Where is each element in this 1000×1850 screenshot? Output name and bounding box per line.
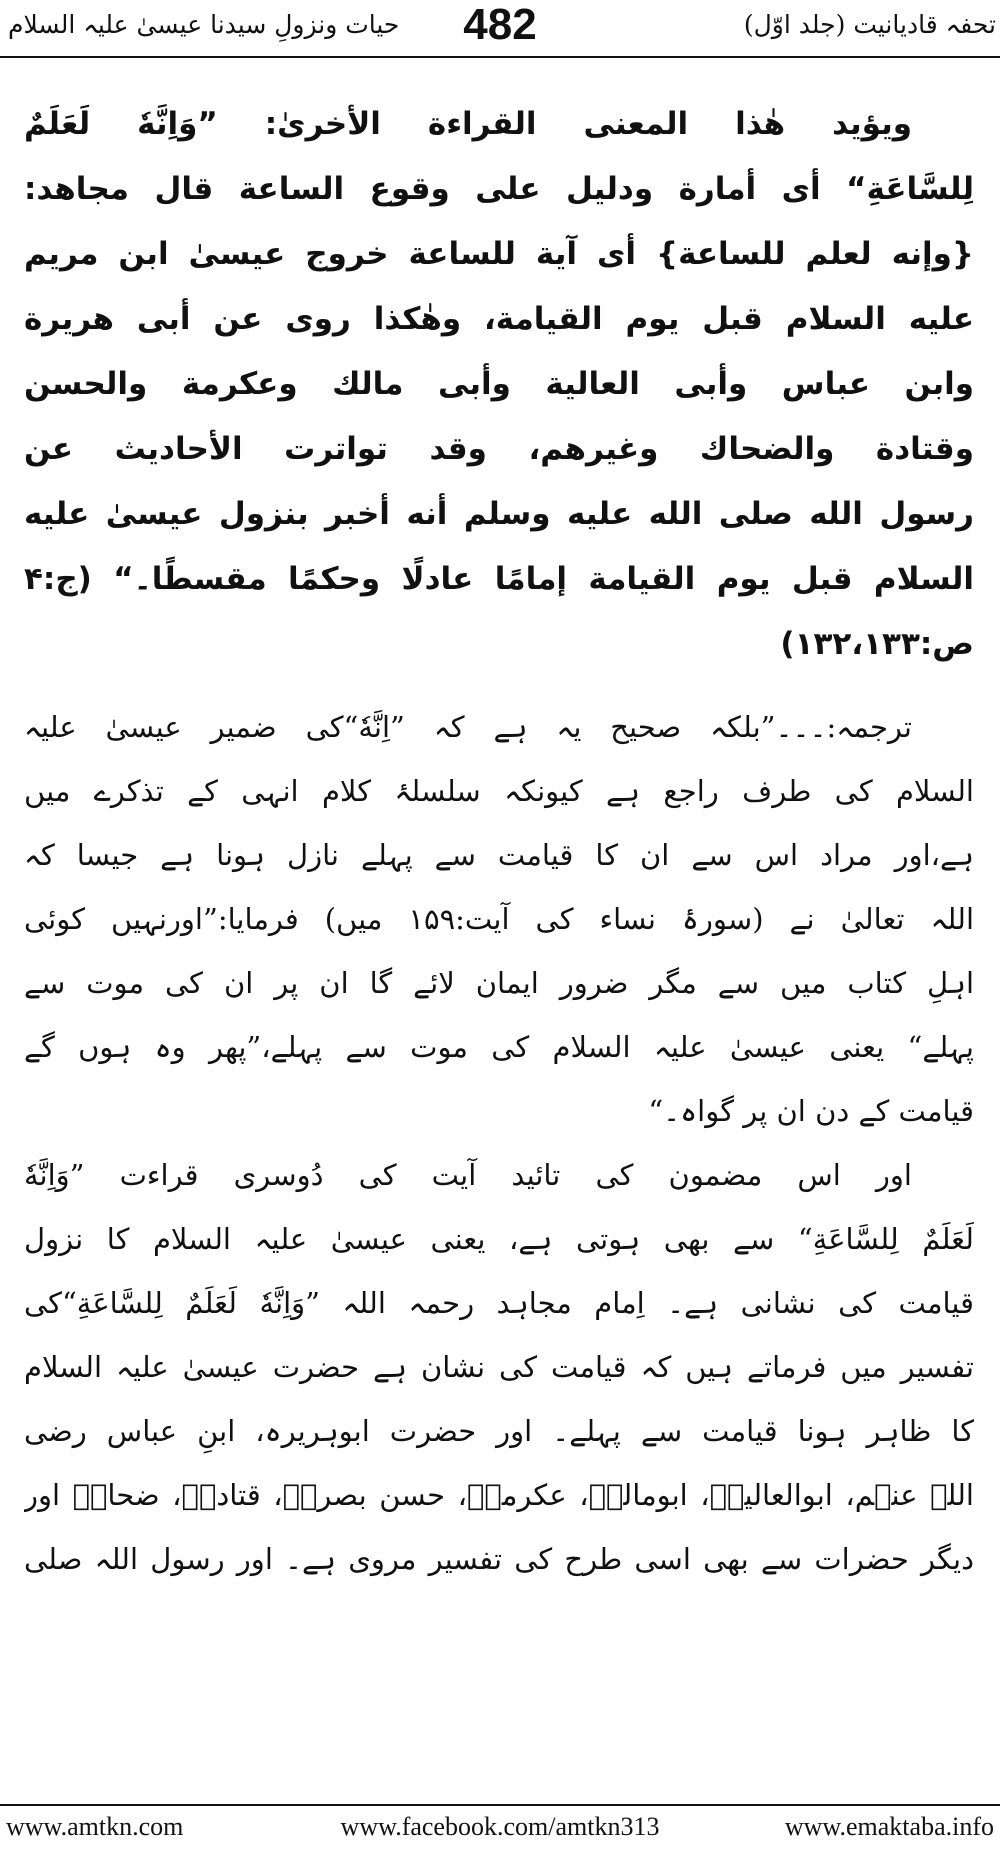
arabic-line: ويؤيد هٰذا المعنى القراءة الأخرىٰ: ”وَاِنَّهٗ لَعَلَمٌ	[24, 106, 912, 142]
footer-rule	[0, 1804, 1000, 1806]
arabic-line: السلام قبل يوم القيامة إمامًا عادلًا وحكمًا مقسطًا۔“ (ج:۴	[24, 561, 974, 597]
spacer	[24, 677, 974, 695]
footer-link-emaktaba[interactable]: www.emaktaba.info	[784, 1812, 994, 1841]
paragraph-line: اللہ عنہم، ابوالعالیہؒ، ابومالکؒ، عکرمہؒ، حسن بصریؒ، قتادہؒ، ضحاکؒ اور	[24, 1478, 974, 1512]
translation-line: قیامت کے دن ان پر گواہ۔“	[648, 1094, 974, 1128]
chapter-title: حیات ونزولِ سیدنا عیسیٰ علیہ السلام	[8, 10, 400, 39]
translation-line: ترجمہ:۔۔۔”بلکہ صحیح یہ ہے کہ ”اِنَّهٗ“کی ضمیر عیسیٰ علیہ	[24, 710, 912, 744]
paragraph-line: اور اس مضمون کی تائید آیت کی دُوسری قراءت ”وَاِنَّهٗ	[24, 1158, 912, 1192]
footer-link-facebook[interactable]: www.facebook.com/amtkn313	[340, 1812, 660, 1841]
arabic-line: {وإنه لعلم للساعة} أى آية للساعة خروج عيسىٰ ابن مريم	[24, 236, 974, 272]
book-title: تحفہ قادیانیت (جلد اوّل)	[743, 10, 996, 39]
arabic-line: لِلسَّاعَةِ“ أى أمارة ودليل على وقوع الساعة قال مجاهد:	[24, 171, 974, 207]
urdu-translation	[24, 695, 974, 1143]
arabic-line: رسول الله صلى الله عليه وسلم أنه أخبر بنزول عيسىٰ عليه	[24, 496, 974, 532]
urdu-paragraph	[24, 1143, 974, 1591]
arabic-line: وقتادة والضحاك وغيرهم، وقد تواترت الأحاديث عن	[24, 431, 974, 467]
translation-line: اہلِ کتاب میں سے مگر ضرور ایمان لائے گا ان پر ان کی موت سے	[24, 966, 974, 1000]
page-header	[0, 0, 1000, 58]
header-rule	[0, 56, 1000, 58]
translation-line: السلام کی طرف راجع ہے کیونکہ سلسلۂ کلام انہی کے تذکرے میں	[24, 774, 974, 808]
footer-link-amtkn[interactable]: www.amtkn.com	[6, 1812, 184, 1841]
paragraph-line: قیامت کی نشانی ہے۔ اِمام مجاہد رحمہ اللہ ”وَاِنَّهٗ لَعَلَمٌ لِلسَّاعَةِ“کی	[24, 1286, 974, 1320]
paragraph-line: تفسیر میں فرماتے ہیں کہ قیامت کی نشان ہے حضرت عیسیٰ علیہ السلام	[24, 1350, 974, 1384]
translation-line: پہلے“ یعنی عیسیٰ علیہ السلام کی موت سے پہلے،”پھر وہ ہوں گے	[24, 1030, 974, 1064]
paragraph-line: دیگر حضرات سے بھی اسی طرح کی تفسیر مروی ہے۔ اور رسول اللہ صلی	[24, 1542, 974, 1576]
paragraph-line: کا ظاہر ہونا قیامت سے پہلے۔ اور حضرت ابوہریرہ، ابنِ عباس رضی	[24, 1414, 974, 1448]
arabic-line: وابن عباس وأبى العالية وأبى مالك وعكرمة والحسن	[24, 366, 974, 402]
translation-line: ہے،اور مراد اس سے ان کا قیامت سے پہلے نازل ہونا ہے جیسا کہ	[24, 838, 974, 872]
page-body	[24, 92, 974, 1591]
translation-line: اللہ تعالیٰ نے (سورۂ نساء کی آیت:۱۵۹ میں) فرمایا:”اورنہیں کوئی	[24, 902, 974, 936]
arabic-line: ص:۱۳۲،۱۳۳)	[780, 626, 974, 662]
arabic-quote	[24, 92, 974, 677]
arabic-line: عليه السلام قبل يوم القيامة، وهٰكذا روى عن أبى هريرة	[24, 301, 974, 337]
page-number: 482	[463, 0, 537, 49]
page-footer	[0, 1812, 1000, 1846]
paragraph-line: لَعَلَمٌ لِلسَّاعَةِ“ سے بھی ہوتی ہے، یعنی عیسیٰ علیہ السلام کا نزول	[24, 1222, 974, 1256]
